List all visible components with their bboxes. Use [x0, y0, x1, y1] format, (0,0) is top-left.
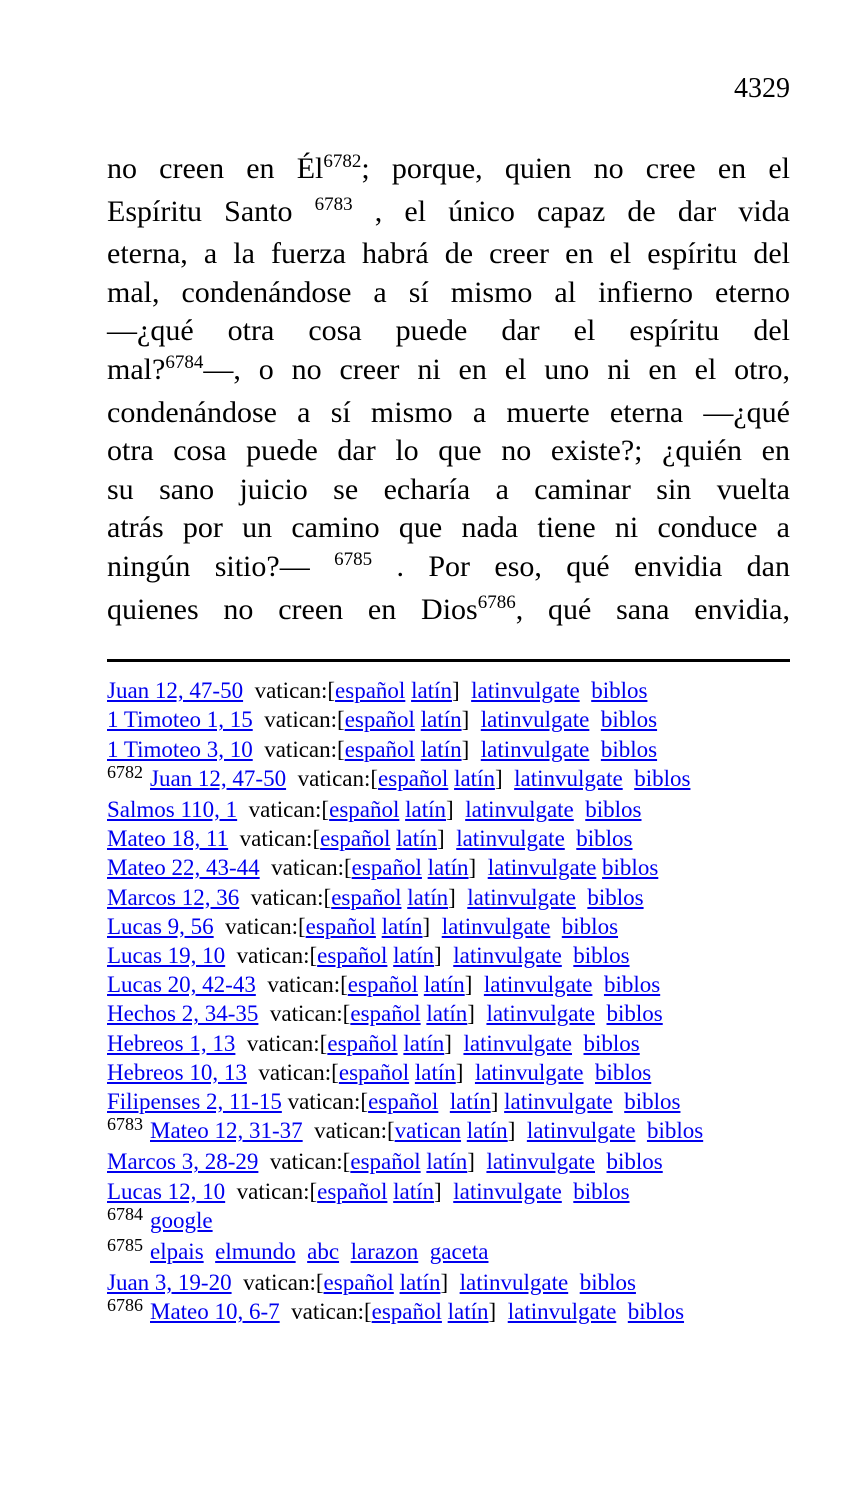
- footnote-link[interactable]: biblos: [600, 736, 658, 762]
- footnote-text: vatican:[: [225, 942, 318, 968]
- footnote-text: [589, 707, 601, 732]
- footnote-text: [580, 678, 592, 703]
- footnote-link[interactable]: latinvulgate: [459, 1270, 569, 1296]
- footnote-link[interactable]: biblos: [576, 826, 633, 852]
- footnote-text: [589, 737, 601, 762]
- footnote-text: ]: [455, 1059, 475, 1085]
- footnote-text: [616, 1299, 628, 1324]
- footnote-line: [107, 705, 790, 734]
- footnote-text: ]: [448, 884, 468, 910]
- footnote-link[interactable]: biblos: [634, 765, 691, 791]
- footnote-text: vatican:[: [259, 855, 352, 881]
- footnote-link[interactable]: Lucas 19, 10: [107, 942, 226, 968]
- paragraph-text: ; porque, quien no cree en el: [361, 152, 790, 185]
- footnote-link[interactable]: latinvulgate: [507, 1299, 617, 1325]
- footnote-link[interactable]: Juan 12, 47-50: [107, 678, 244, 704]
- footnote-link[interactable]: 1 Timoteo 1, 15: [107, 707, 253, 733]
- footnote-link[interactable]: biblos: [624, 1088, 681, 1114]
- footnote-link[interactable]: español: [344, 707, 415, 733]
- footnote-link[interactable]: latinvulgate: [467, 884, 576, 910]
- footnote-link[interactable]: Hebreos 1, 13: [107, 1030, 236, 1056]
- footnote-link[interactable]: biblos: [595, 1059, 652, 1085]
- footnote-link[interactable]: latinvulgate: [453, 1178, 562, 1204]
- paragraph-line: [107, 274, 790, 313]
- footnote-link[interactable]: vatican: [394, 1118, 462, 1144]
- footnote-link[interactable]: latín: [414, 1059, 456, 1085]
- footnote-link[interactable]: latinvulgate: [465, 796, 574, 822]
- footnote-text: vatican:[: [255, 972, 348, 998]
- footnote-link[interactable]: latín: [423, 972, 465, 998]
- footnote-link[interactable]: español: [329, 796, 400, 822]
- footnote-text: vatican:[: [231, 1270, 324, 1296]
- footnote-line: [107, 999, 790, 1028]
- footnote-link[interactable]: latinvulgate: [474, 1059, 584, 1085]
- footnote-text: [595, 1149, 607, 1174]
- footnote-link[interactable]: español: [317, 942, 388, 968]
- paragraph-text: no creen en Él: [107, 152, 324, 185]
- footnote-text: ]: [437, 826, 457, 852]
- paragraph-text: otra cosa puede dar lo que no existe?; ¿quién en: [107, 434, 790, 468]
- footnote-link[interactable]: elmundo: [215, 1238, 296, 1264]
- paragraph-line: [107, 471, 790, 510]
- footnote-link[interactable]: español: [317, 1178, 388, 1204]
- footnote-link[interactable]: español: [371, 1299, 442, 1325]
- footnote-link[interactable]: latinvulgate: [471, 678, 580, 704]
- footnote-line: [107, 735, 790, 764]
- footnote-text: ]: [490, 1088, 505, 1114]
- footnote-link[interactable]: español: [338, 1059, 410, 1085]
- body-paragraph: [107, 150, 790, 633]
- footnote-line: [107, 1147, 790, 1176]
- footnote-link[interactable]: latín: [396, 826, 438, 852]
- paragraph-text: su sano juicio se echaría a caminar sin vuelta: [107, 472, 790, 506]
- footnote-marker: 6782: [107, 761, 143, 782]
- footnote-ref: 6784: [165, 351, 204, 373]
- footnote-link[interactable]: latín: [411, 678, 452, 704]
- footnote-link[interactable]: Mateo 22, 43-44: [107, 855, 260, 881]
- footnote-link[interactable]: latinvulgate: [486, 1001, 596, 1027]
- footnote-text: [623, 766, 635, 791]
- footnote-text: vatican:[: [258, 1149, 351, 1175]
- paragraph-line: [107, 312, 790, 351]
- footnote-link[interactable]: Lucas 20, 42-43: [107, 972, 256, 998]
- footnote-link[interactable]: biblos: [646, 1118, 704, 1144]
- footnote-link[interactable]: google: [150, 1207, 213, 1233]
- footnote-line: [107, 1177, 790, 1206]
- paragraph-line: [107, 548, 790, 591]
- footnote-link[interactable]: español: [331, 884, 402, 910]
- paragraph-text: eterna, a la fuerza habrá de creer en el espíritu del: [107, 237, 790, 271]
- paragraph-line: [107, 351, 790, 394]
- footnote-link[interactable]: latín: [426, 1001, 468, 1027]
- footnote-text: ]: [434, 1178, 454, 1204]
- footnote-ref: 6785: [334, 548, 373, 570]
- footnote-text: vatican:[: [225, 1178, 318, 1204]
- footnote-link[interactable]: gaceta: [429, 1238, 489, 1264]
- footnote-link[interactable]: latinvulgate: [526, 1118, 636, 1144]
- footnote-link[interactable]: 1 Timoteo 3, 10: [107, 736, 253, 762]
- paragraph-text: , qué sana envidia,: [515, 592, 790, 626]
- footnote-text: vatican:[: [281, 1088, 369, 1114]
- footnote-text: ]: [440, 1270, 460, 1296]
- paragraph-text: Espíritu Santo: [107, 194, 315, 228]
- footnote-text: ]: [488, 1299, 508, 1325]
- footnote-link[interactable]: latín: [426, 1149, 468, 1175]
- footnote-link[interactable]: elpais: [150, 1238, 204, 1264]
- paragraph-text: ningún sitio?—: [107, 549, 335, 583]
- paragraph-line: [107, 432, 790, 471]
- footnote-marker: 6786: [107, 1295, 143, 1316]
- footnote-text: [635, 1118, 647, 1143]
- footnote-text: vatican:[: [286, 765, 379, 791]
- footnote-link[interactable]: biblos: [603, 972, 661, 998]
- footnote-ref: 6782: [323, 151, 362, 172]
- paragraph-text: . Por eso, qué envidia dan: [372, 549, 790, 583]
- footnote-link[interactable]: Hechos 2, 34-35: [107, 1001, 259, 1027]
- paragraph-line: [107, 150, 790, 193]
- footnote-marker: 6783: [107, 1114, 143, 1135]
- paragraph-text: condenándose a sí mismo a muerte eterna —¿qué: [107, 395, 790, 429]
- footnote-text: vatican:[: [239, 884, 332, 910]
- footnote-link[interactable]: latinvulgate: [514, 765, 623, 791]
- footnote-link[interactable]: español: [350, 1149, 421, 1175]
- footnote-link[interactable]: biblos: [600, 707, 658, 733]
- footnote-line: [107, 883, 790, 912]
- footnote-link[interactable]: latín: [393, 942, 435, 968]
- footnote-link[interactable]: latín: [405, 796, 447, 822]
- footnote-line: [107, 1029, 790, 1058]
- footnote-text: [568, 1270, 580, 1295]
- footnote-link[interactable]: latín: [403, 1030, 445, 1056]
- paragraph-text: —¿qué otra cosa puede dar el espíritu del: [107, 314, 790, 348]
- footnote-link[interactable]: latinvulgate: [504, 1088, 613, 1114]
- footnote-text: [613, 1089, 625, 1114]
- paragraph-text: mal?: [107, 352, 166, 386]
- footnote-link[interactable]: español: [368, 1088, 439, 1114]
- footnote-text: ]: [444, 1030, 464, 1056]
- footnote-line: [107, 1234, 790, 1268]
- footnote-link[interactable]: Juan 12, 47-50: [150, 765, 287, 791]
- footnote-text: [296, 1239, 308, 1264]
- footnote-link[interactable]: Marcos 3, 28-29: [107, 1149, 259, 1175]
- footnote-link[interactable]: latinvulgate: [453, 942, 562, 968]
- page-number: 4329: [734, 73, 790, 104]
- footnote-link[interactable]: latinvulgate: [486, 1149, 596, 1175]
- footnote-text: ]: [467, 1149, 487, 1175]
- footnote-separator: [107, 659, 790, 662]
- paragraph-text: quienes no creen en Dios: [107, 592, 478, 626]
- footnote-text: [565, 826, 577, 851]
- footnote-link[interactable]: biblos: [587, 884, 644, 910]
- footnote-line: [107, 761, 790, 795]
- footnote-link[interactable]: abc: [307, 1238, 340, 1264]
- footnote-text: [595, 1001, 607, 1026]
- footnote-link[interactable]: español: [347, 972, 419, 998]
- footnote-line: [107, 941, 790, 970]
- footnote-link[interactable]: biblos: [606, 1001, 663, 1027]
- paragraph-line: [107, 509, 790, 548]
- footnote-line: [107, 912, 790, 941]
- footnote-text: vatican:[: [279, 1299, 372, 1325]
- footnote-line: [107, 853, 790, 882]
- footnote-link[interactable]: biblos: [583, 1030, 640, 1056]
- footnote-line: [107, 795, 790, 824]
- footnote-link[interactable]: biblos: [573, 1178, 630, 1204]
- footnote-ref: 6786: [477, 591, 516, 613]
- footnote-text: ]: [451, 678, 472, 704]
- footnote-text: [574, 797, 586, 822]
- footnote-text: vatican:[: [235, 1030, 328, 1056]
- footnote-link[interactable]: Juan 3, 19-20: [107, 1270, 232, 1296]
- footnote-link[interactable]: biblos: [602, 855, 659, 881]
- footnote-text: [339, 1239, 351, 1264]
- footnote-link[interactable]: Mateo 12, 31-37: [150, 1118, 303, 1144]
- footnote-link[interactable]: español: [351, 855, 422, 881]
- footnote-line: [107, 1087, 790, 1116]
- footnote-text: [562, 943, 574, 968]
- footnote-link[interactable]: latinvulgate: [456, 826, 565, 852]
- footnote-text: vatican:[: [258, 1001, 351, 1027]
- paragraph-line: [107, 235, 790, 274]
- paragraph-text: —, o no creer ni en el uno ni en el otro,: [203, 352, 790, 386]
- footnote-link[interactable]: Lucas 12, 10: [107, 1178, 226, 1204]
- footnote-line: [107, 1203, 790, 1237]
- paragraph-line: [107, 591, 790, 634]
- footnote-line: [107, 824, 790, 853]
- footnote-line: [107, 1297, 790, 1328]
- footnote-text: ]: [467, 1001, 487, 1027]
- footnote-line: [107, 676, 790, 705]
- footnote-link[interactable]: Mateo 18, 11: [107, 826, 229, 852]
- footnote-link[interactable]: biblos: [561, 913, 619, 939]
- footnote-link[interactable]: biblos: [606, 1149, 663, 1175]
- footnote-text: ]: [422, 913, 442, 939]
- footnote-text: vatican:[: [243, 678, 336, 704]
- footnote-link[interactable]: biblos: [573, 942, 630, 968]
- footnote-link[interactable]: Hebreos 10, 13: [107, 1059, 247, 1085]
- footnote-text: vatican:[: [252, 736, 345, 762]
- footnote-line: [107, 1268, 790, 1297]
- footnote-link[interactable]: Mateo 10, 6-7: [150, 1299, 280, 1325]
- footnote-link[interactable]: latín: [399, 1270, 441, 1296]
- footnote-text: [204, 1239, 216, 1264]
- footnote-link[interactable]: español: [323, 1270, 394, 1296]
- footnote-text: ]: [446, 796, 466, 822]
- footnote-link[interactable]: larazon: [350, 1238, 419, 1264]
- footnote-line: [107, 1058, 790, 1087]
- paragraph-line: [107, 193, 790, 236]
- footnote-text: [418, 1239, 430, 1264]
- footnote-link[interactable]: Marcos 12, 36: [107, 884, 240, 910]
- footnote-link[interactable]: biblos: [585, 796, 642, 822]
- paragraph-line: [107, 394, 790, 433]
- footnote-text: ]: [507, 1118, 527, 1144]
- paragraph-text: mal, condenándose a sí mismo al infierno eterno: [107, 275, 790, 309]
- footnote-link[interactable]: biblos: [591, 678, 648, 704]
- footnote-text: vatican:[: [246, 1059, 339, 1085]
- footnote-link[interactable]: español: [344, 736, 415, 762]
- paragraph-text: atrás por un camino que nada tiene ni conduce a: [107, 511, 790, 545]
- footnote-link[interactable]: latín: [420, 736, 462, 762]
- footnote-text: vatican:[: [252, 707, 345, 733]
- footnote-text: [550, 914, 562, 939]
- footnote-link[interactable]: español: [350, 1001, 421, 1027]
- footnote-line: [107, 970, 790, 999]
- paragraph-text: , el único capaz de dar vida: [352, 194, 790, 228]
- footnote-marker: 6784: [107, 1203, 143, 1224]
- footnote-line: [107, 1116, 790, 1147]
- footnote-text: ]: [434, 942, 454, 968]
- footnote-ref: 6783: [314, 193, 353, 215]
- footnote-link[interactable]: latinvulgate: [463, 1030, 573, 1056]
- footnote-link[interactable]: latín: [420, 707, 462, 733]
- footnote-text: vatican:[: [302, 1118, 395, 1144]
- footnote-link[interactable]: latín: [393, 1178, 435, 1204]
- footnote-link[interactable]: español: [327, 1030, 398, 1056]
- footnote-text: [562, 1179, 574, 1204]
- footnote-link[interactable]: español: [305, 913, 376, 939]
- footnote-link[interactable]: latín: [381, 913, 423, 939]
- footnote-link[interactable]: Filipenses 2, 11-15: [107, 1088, 282, 1114]
- footnote-text: [438, 1089, 450, 1114]
- footnote-link[interactable]: latinvulgate: [487, 855, 597, 881]
- footnote-text: [572, 1031, 584, 1056]
- footnote-link[interactable]: latín: [427, 855, 469, 881]
- footnote-text: [592, 972, 604, 997]
- footnote-text: [584, 1060, 596, 1085]
- footnote-link[interactable]: latín: [447, 1299, 489, 1325]
- footnote-link[interactable]: latín: [449, 1088, 491, 1114]
- footnote-text: ]: [464, 972, 484, 998]
- footnote-link[interactable]: Lucas 9, 56: [107, 913, 214, 939]
- footnote-text: ]: [461, 736, 481, 762]
- document-page: [0, 74, 866, 1329]
- footnote-text: ]: [461, 707, 481, 733]
- footnote-text: vatican:[: [237, 796, 330, 822]
- footnotes-list: [107, 676, 790, 1328]
- footnote-link[interactable]: latinvulgate: [480, 707, 590, 733]
- footnote-link[interactable]: español: [320, 826, 391, 852]
- footnote-text: vatican:[: [213, 913, 306, 939]
- footnote-text: [576, 885, 588, 910]
- footnote-text: ]: [494, 765, 515, 791]
- footnote-link[interactable]: biblos: [627, 1299, 685, 1325]
- footnote-text: ]: [468, 855, 488, 881]
- footnote-link[interactable]: español: [378, 765, 449, 791]
- footnote-link[interactable]: Salmos 110, 1: [107, 796, 238, 822]
- footnote-link[interactable]: latinvulgate: [480, 736, 590, 762]
- footnote-link[interactable]: latín: [466, 1118, 508, 1144]
- footnote-link[interactable]: latinvulgate: [441, 913, 551, 939]
- footnote-link[interactable]: español: [335, 678, 406, 704]
- footnote-link[interactable]: latín: [454, 765, 495, 791]
- footnote-link[interactable]: latín: [407, 884, 449, 910]
- footnote-text: vatican:[: [228, 826, 321, 852]
- footnote-link[interactable]: biblos: [579, 1270, 636, 1296]
- footnote-marker: 6785: [107, 1234, 143, 1255]
- footnote-link[interactable]: latinvulgate: [483, 972, 593, 998]
